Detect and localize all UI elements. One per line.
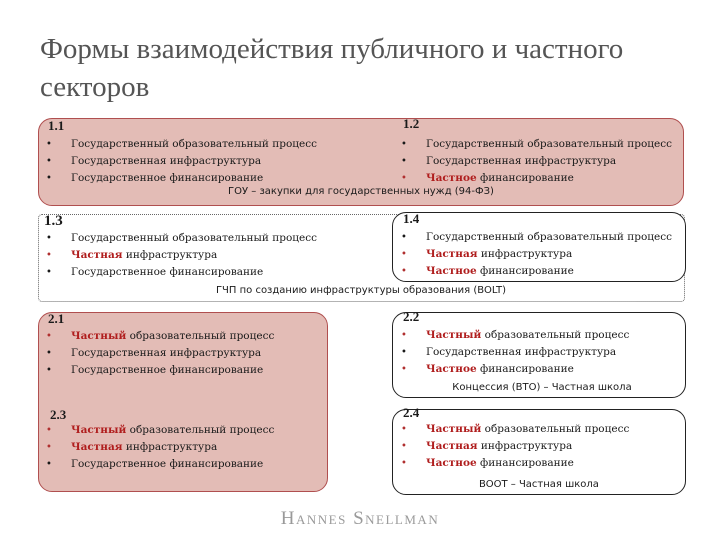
section-label-2-2: 2.2 bbox=[403, 309, 420, 324]
list-item: • Государственная инфраструктура bbox=[401, 155, 617, 167]
list-2-3 bbox=[44, 422, 274, 473]
section-label-2-4: 2.4 bbox=[403, 405, 420, 420]
section-label-1-4: 1.4 bbox=[403, 211, 420, 226]
list-1-3 bbox=[44, 230, 317, 281]
list-item: • Частное финансирование bbox=[401, 172, 574, 184]
list-item: • Государственный образовательный процесс bbox=[401, 138, 672, 150]
list-item: • Частный образовательный процесс bbox=[46, 330, 275, 342]
section-label-2-1: 2.1 bbox=[48, 311, 65, 326]
list-2-2 bbox=[399, 327, 629, 378]
list-item: • Частный образовательный процесс bbox=[46, 424, 275, 436]
list-item: • Государственный образовательный процесс bbox=[46, 232, 317, 244]
list-item: • Частный образовательный процесс bbox=[401, 423, 630, 435]
list-item: • Частное финансирование bbox=[401, 363, 574, 375]
list-item: • Частная инфраструктура bbox=[46, 441, 218, 453]
list-item: • Частный образовательный процесс bbox=[401, 329, 630, 341]
list-2-4 bbox=[399, 421, 629, 472]
caption-gchp: ГЧП по созданию инфраструктуры образования (BOLT) bbox=[215, 285, 507, 296]
list-item: • Государственный образовательный процесс bbox=[401, 231, 672, 243]
list-item: • Частное финансирование bbox=[401, 265, 574, 277]
list-2-1 bbox=[44, 328, 274, 379]
company-logo-text: Hannes Snellman bbox=[280, 508, 440, 529]
list-item: • Государственное финансирование bbox=[46, 172, 264, 184]
section-label-1-1: 1.1 bbox=[48, 118, 65, 133]
list-item: • Государственная инфраструктура bbox=[46, 347, 262, 359]
caption-gou: ГОУ – закупки для государственных нужд (94-ФЗ) bbox=[228, 186, 494, 197]
page-title: Формы взаимодействия публичного и частного секторов bbox=[40, 33, 624, 103]
list-1-4 bbox=[399, 229, 672, 280]
list-item: • Государственное финансирование bbox=[46, 458, 264, 470]
list-item: • Государственное финансирование bbox=[46, 266, 264, 278]
caption-boot: BOOT – Частная школа bbox=[479, 479, 599, 490]
list-item: • Государственное финансирование bbox=[46, 364, 264, 376]
section-label-1-3: 1.3 bbox=[44, 213, 63, 229]
list-1-1 bbox=[44, 136, 317, 187]
section-label-2-3: 2.3 bbox=[50, 407, 67, 422]
list-item: • Государственная инфраструктура bbox=[46, 155, 262, 167]
section-label-1-2: 1.2 bbox=[403, 116, 420, 131]
list-item: • Частное финансирование bbox=[401, 457, 574, 469]
list-item: • Частная инфраструктура bbox=[401, 248, 573, 260]
list-item: • Частная инфраструктура bbox=[46, 249, 218, 261]
caption-concession: Концессия (BTO) – Частная школа bbox=[452, 382, 632, 393]
list-item: • Государственная инфраструктура bbox=[401, 346, 617, 358]
list-item: • Государственный образовательный процесс bbox=[46, 138, 317, 150]
list-item: • Частная инфраструктура bbox=[401, 440, 573, 452]
list-1-2 bbox=[399, 136, 672, 187]
